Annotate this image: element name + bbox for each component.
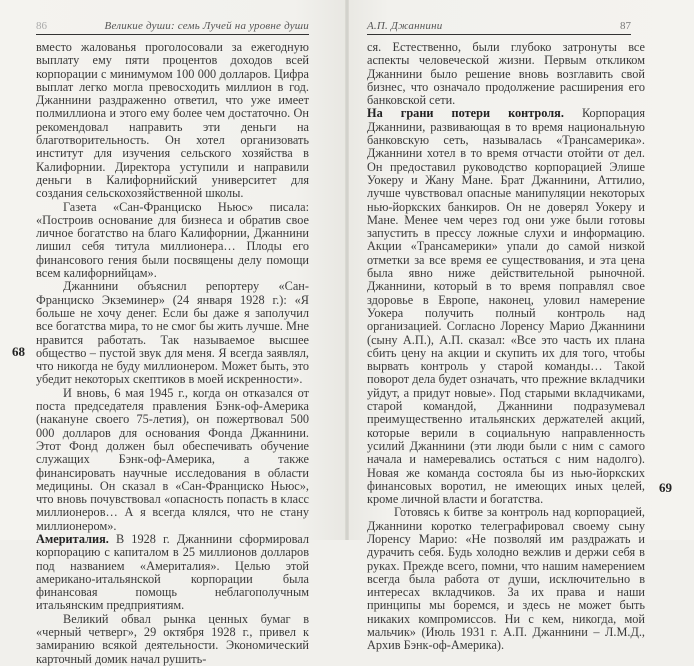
running-title: А.П. Джаннини xyxy=(367,20,443,32)
left-page-header xyxy=(36,16,309,35)
paragraph: И вновь, 6 мая 1945 г., когда он отказался от поста председателя правления Бэнк-оф-Америка (накануне своего 75-летия), он пожертвовал 500 000 долларов для основания Фонда Джаннини. Этот Фонд должен был обеспечивать обучение служащих Бэнк-оф-Америка, а также финансировать научные исследования в области медицины. Он сказал в «Сан-Франциско Ньюс», что вновь почувствовал «опасность попасть в класс миллионеров… А я всегда клялся, что не стану миллионером». xyxy=(36,385,309,533)
left-page-body xyxy=(36,41,309,666)
paragraph: Великий обвал рынка ценных бумаг в «черный четверг», 29 октября 1928 г., привел к замиранию всякой деятельности. Экономический карточный домик начал рушить- xyxy=(36,611,309,666)
paragraph: вместо жалованья проголосовали за ежегодную выплату ему пяти процентов доходов всей корпорации с минимумом 100 000 долларов. Цифра выплат легко могла превосходить миллион в год. Джаннини раздраженно ответил, что уже имеет полмиллиона и этого ему более чем достаточно. Он рекомендовал направить эти деньги на благотворительность. Он хотел организовать институт для изучения сельского хозяйства в Калифорнии. Директора уступили и направили деньги в Калифорнийский университет для создания сельскохозяйственной школы. xyxy=(36,40,309,201)
page-number: 87 xyxy=(620,20,631,32)
section-heading: На грани потери контроля. xyxy=(367,106,564,121)
section-heading: Америталия. xyxy=(36,531,109,546)
running-title: Великие души: семь Лучей на уровне души xyxy=(104,20,309,32)
paragraph: ся. Естественно, были глубоко затронуты все аспекты человеческой жизни. Первым откликом Джаннини было решение вновь возглавить свой бизнес, что означало продолжение расширения его банковской сети. xyxy=(367,40,645,108)
paragraph: Америталия. В 1928 г. Джаннини сформировал корпорацию с капиталом в 25 миллионов долларов под названием «Америталия». Целью этой американо-итальянской корпорации была финансовая помощь неблагополучным итальянским предприятиям. xyxy=(36,531,309,613)
paragraph: Готовясь к битве за контроль над корпорацией, Джаннини коротко телеграфировал своему сыну Лоренсу Марио: «Не позволяй им раздражать и дурачить себя. Будь холодно вежлив и держи себя в руках. Прежде всего, помни, что нашим намерением всегда была работа от души, исключительно в интересах вкладчиков. За их права и наши принципы мы боремся, и здесь не может быть никаких компромиссов. Ни с кем, никогда, мой мальчик» (Июль 1931 г. А.П. Джаннини – Л.М.Д., Архив Бэнк-оф-Америка). xyxy=(367,505,645,653)
paragraph: На грани потери контроля. Корпорация Джаннини, развивающая в то время национальную банковскую сеть, называлась «Трансамерика». Джаннини хотел в то время отчасти отойти от дел. Он предоставил руководство корпорацией Элише Уокеру и Жану Мане. Брат Джаннини, Аттилио, лучше чувствовал опасные манипуляции некоторых нью-йоркских банкиров. Он не доверял Уокеру и Мане. Менее чем через год они уже были готовы запустить в прессу ложные слухи и информацию. Акции «Трансамерики» упали до самой низкой отметки за все время ее существования, и эта цена была явно ниже действительной рыночной. Джаннини, который в то время поправлял свое здоровье в Европе, наконец, уловил намерение Уокера получить полный контроль над организацией. Согласно Лоренсу Марио Джаннини (сыну А.П.), А.П. сказал: «Все это часть их плана сбить цену на акции и скупить их для того, чтобы вырвать контроль у старой команды… Такой поворот дела будет означать, что прежние вкладчики уйдут, а придут новые». Под старыми вкладчиками, старой командой, Джаннини подразумевал преимущественно итальянских держателей акций, которые верили в социальную направленность усилий Джаннини (эти люди были с ним с самого начала и намеревались остаться с ним надолго). Новая же команда состояла бы из нью-йоркских финансовых воротил, не имеющих иных целей, кроме личной власти и богатства. xyxy=(367,106,645,507)
paragraph: Джаннини объяснил репортеру «Сан-Франциско Экземинер» (24 января 1928 г.): «Я больше не хочу денег. Если бы даже я заполучил все богатства мира, то не смог бы жить лучше. Мне нравится работать. Так называемое высшее общество – пустой звук для меня. Я всегда заявлял, что никогда не буду миллионером. Может быть, это убедит некоторых скептиков в моей искренности». xyxy=(36,279,309,387)
right-page-header xyxy=(367,16,631,35)
book-spine xyxy=(345,0,349,540)
margin-number: 69 xyxy=(659,480,672,495)
page-number: 86 xyxy=(36,20,47,32)
right-page xyxy=(347,0,694,653)
right-page-body xyxy=(367,41,645,653)
margin-number: 68 xyxy=(12,344,25,359)
paragraph: Газета «Сан-Франциско Ньюс» писала: «Построив основание для бизнеса и обратив свое личное богатство на благо Калифорнии, Джаннини лишил себя титула миллионера… Плоды его финансового гения были посвящены делу помощи всем калифорнийцам». xyxy=(36,199,309,281)
